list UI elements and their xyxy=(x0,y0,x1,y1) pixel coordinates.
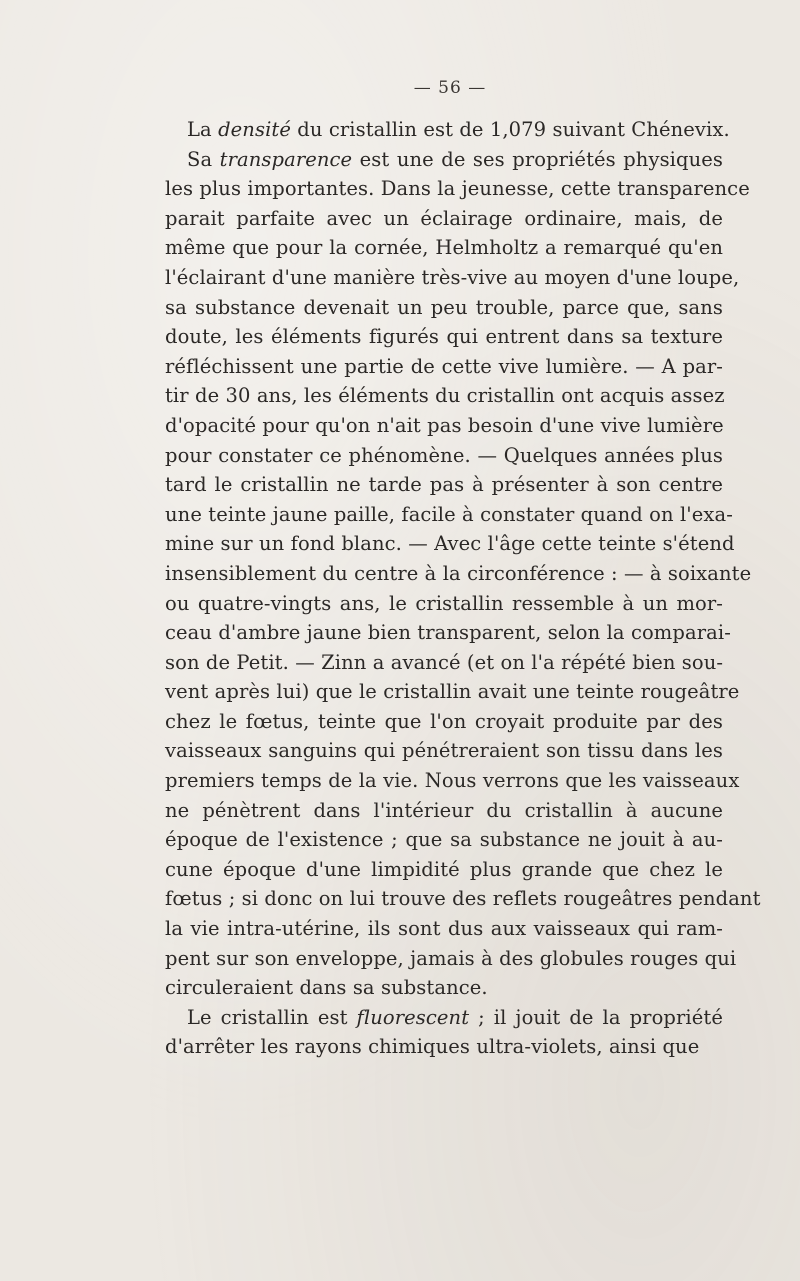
text-run: son de Petit. — Zinn a avancé (et on l'a répété bien sou- xyxy=(165,650,724,674)
text-line xyxy=(165,707,723,737)
text-run: pent sur son enveloppe, jamais à des globules rouges qui xyxy=(165,946,737,970)
text-line xyxy=(165,381,723,411)
text-run: vent après lui) que le cristallin avait une teinte rougeâtre xyxy=(165,680,740,704)
text-line xyxy=(165,529,735,559)
text-line xyxy=(165,973,723,1003)
text-run: ceau d'ambre jaune bien transparent, selon la comparai- xyxy=(165,621,731,645)
text-line xyxy=(165,293,723,323)
text-line xyxy=(165,648,723,678)
italic-term: densité xyxy=(218,118,291,141)
text-line xyxy=(165,322,723,352)
text-run: tard le cristallin ne tarde pas à présenter à son centre xyxy=(165,473,723,497)
text-run: du cristallin est de 1,079 suivant Chénevix. xyxy=(290,118,730,141)
text-run: insensiblement du centre à la circonférence : — à soixante xyxy=(165,561,752,585)
text-line xyxy=(165,914,723,944)
text-line xyxy=(165,204,723,234)
text-line xyxy=(165,677,740,707)
text-run: la vie intra-utérine, ils sont dus aux vaisseaux qui ram- xyxy=(165,917,723,941)
text-run: vaisseaux sanguins qui pénétreraient son tissu dans les xyxy=(165,739,723,763)
text-line xyxy=(165,500,733,530)
text-line xyxy=(165,352,723,382)
text-run: d'arrêter les rayons chimiques ultra-violets, ainsi que xyxy=(165,1035,700,1059)
text-line xyxy=(165,441,723,471)
text-run: l'éclairant d'une manière très-vive au moyen d'une loupe, xyxy=(165,265,740,289)
text-run: premiers temps de la vie. Nous verrons que les vaisseaux xyxy=(165,769,740,793)
text-line xyxy=(165,736,723,766)
italic-term: transparence xyxy=(219,147,353,171)
text-line xyxy=(165,1032,723,1062)
text-line xyxy=(165,145,723,175)
text-run: une teinte jaune paille, facile à constater quand on l'exa- xyxy=(165,502,733,526)
text-run: La xyxy=(187,118,219,141)
text-run: Le cristallin est xyxy=(187,1005,357,1029)
text-run: sa substance devenait un peu trouble, parce que, sans xyxy=(165,295,723,319)
text-run: circuleraient dans sa substance. xyxy=(165,976,488,1000)
text-line xyxy=(165,115,730,145)
text-line xyxy=(165,411,723,441)
text-run: chez le fœtus, teinte que l'on croyait produite par des xyxy=(165,709,723,733)
text-run: d'opacité pour qu'on n'ait pas besoin d'une vive lumière xyxy=(165,413,724,437)
text-line xyxy=(165,796,723,826)
text-run: fœtus ; si donc on lui trouve des reflets rougeâtres pendant xyxy=(165,887,761,911)
italic-term: fluorescent xyxy=(356,1005,470,1029)
text-line xyxy=(165,233,723,263)
text-line xyxy=(165,855,723,885)
text-line xyxy=(165,470,723,500)
text-run: les plus importantes. Dans la jeunesse, cette transparence xyxy=(165,177,750,201)
text-run: cune époque d'une limpidité plus grande que chez le xyxy=(165,857,723,881)
text-line xyxy=(165,174,750,204)
page-number: — 56 — xyxy=(413,78,487,98)
text-line xyxy=(165,589,723,619)
text-run: même que pour la cornée, Helmholtz a remarqué qu'en xyxy=(165,236,723,260)
text-line xyxy=(165,884,761,914)
text-run: Sa xyxy=(187,147,220,171)
text-run: réfléchissent une partie de cette vive lumière. — A par- xyxy=(165,354,723,378)
text-line xyxy=(165,618,731,648)
text-run: est une de ses propriétés physiques xyxy=(352,147,724,171)
text-run: époque de l'existence ; que sa substance ne jouit à au- xyxy=(165,828,723,852)
text-run: parait parfaite avec un éclairage ordinaire, mais, de xyxy=(165,206,723,230)
text-run: tir de 30 ans, les éléments du cristallin ont acquis assez xyxy=(165,384,725,408)
text-line xyxy=(165,825,723,855)
text-run: doute, les éléments figurés qui entrent dans sa texture xyxy=(165,325,723,349)
text-line xyxy=(165,766,740,796)
text-run: ne pénètrent dans l'intérieur du cristallin à aucune xyxy=(165,798,723,822)
text-run: pour constater ce phénomène. — Quelques années plus xyxy=(165,443,723,467)
text-run: mine sur un fond blanc. — Avec l'âge cette teinte s'étend xyxy=(165,532,735,556)
page-text xyxy=(165,115,761,1062)
text-run: ; il jouit de la propriété xyxy=(469,1005,723,1029)
text-line xyxy=(165,559,752,589)
text-run: ou quatre-vingts ans, le cristallin ressemble à un mor- xyxy=(165,591,723,615)
text-line xyxy=(165,263,740,293)
text-line xyxy=(165,1003,723,1033)
text-line xyxy=(165,944,737,974)
